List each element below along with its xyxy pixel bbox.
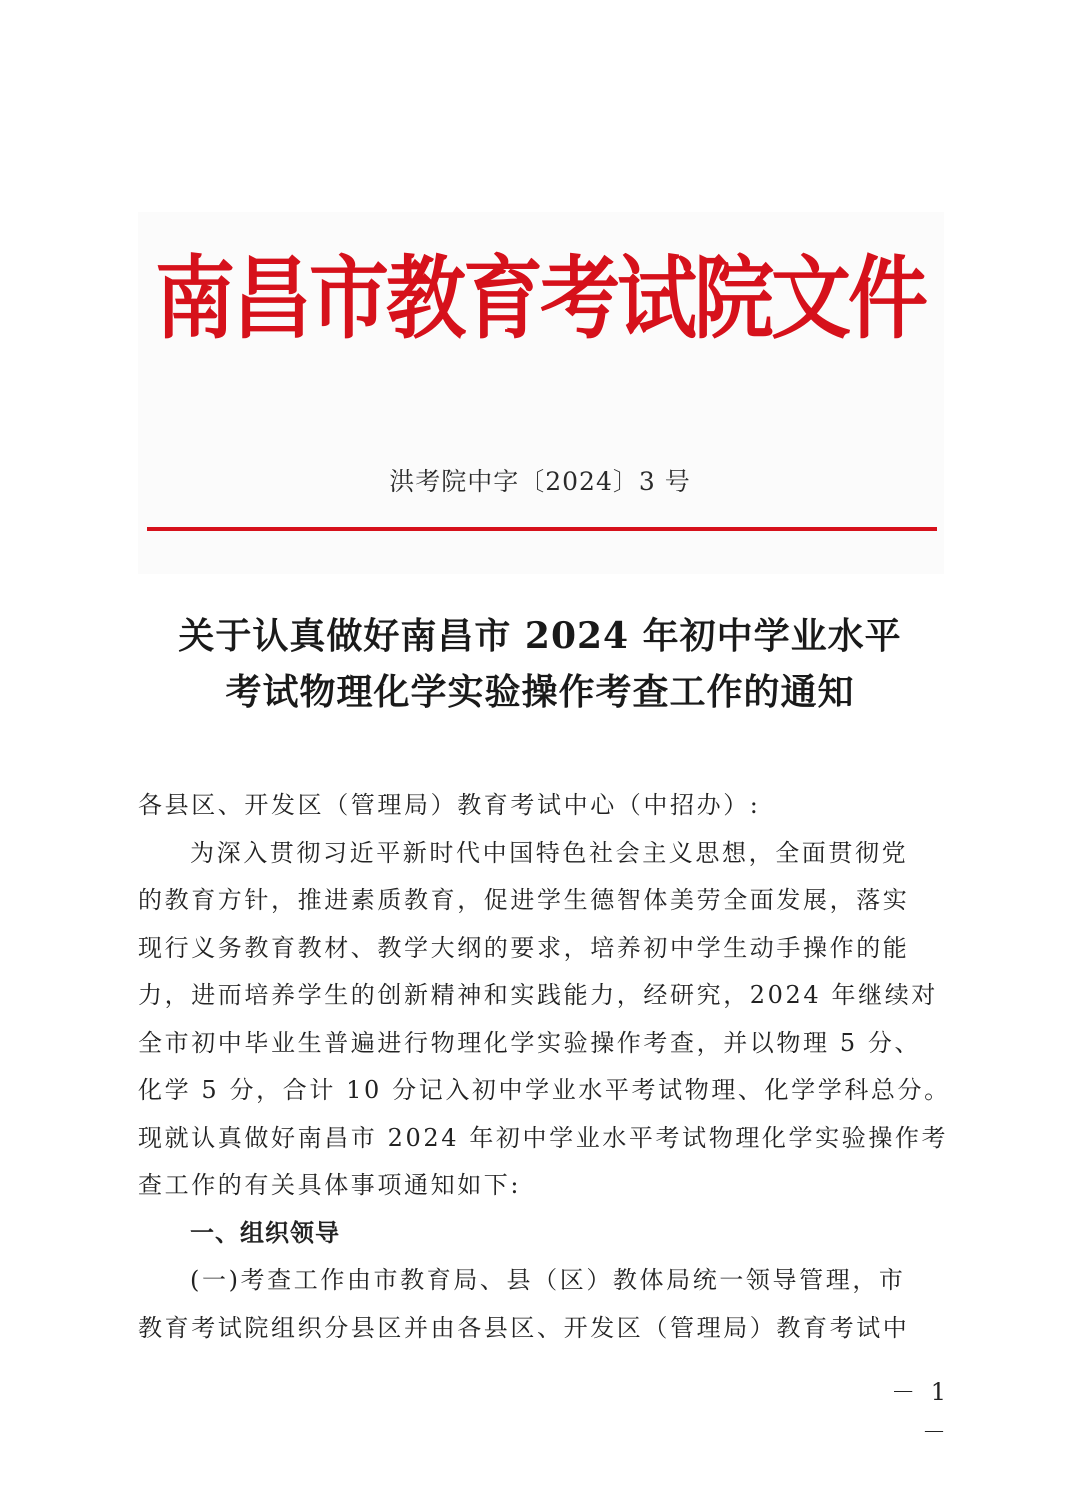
body-paragraph-line: 教育考试院组织分县区并由各县区、开发区（管理局）教育考试中 [138, 1313, 910, 1342]
body-paragraph-line: 查工作的有关具体事项通知如下: [138, 1171, 522, 1199]
notice-title-line: 关于认真做好南昌市 2024 年初中学业水平 [178, 615, 902, 657]
body-paragraph-line: 现就认真做好南昌市 2024 年初中学业水平考试物理化学实验操作考 [138, 1123, 949, 1152]
section-heading: 一、组织领导 [190, 1218, 340, 1247]
issuing-organization-title: 南昌市教育考试院文件 [155, 245, 925, 351]
page-number: － 1 － [891, 1378, 950, 1446]
document-number: 洪考院中字〔2024〕3 号 [389, 467, 691, 496]
body-paragraph-line: 力，进而培养学生的创新精神和实践能力，经研究，2024 年继续对 [138, 981, 938, 1009]
body-paragraph-line: (一)考查工作由市教育局、县（区）教体局统一领导管理，市 [190, 1266, 906, 1294]
body-paragraph-line: 化学 5 分，合计 10 分记入初中学业水平考试物理、化学学科总分。 [138, 1076, 951, 1104]
body-paragraph-line: 为深入贯彻习近平新时代中国特色社会主义思想，全面贯彻党 [190, 838, 909, 867]
salutation: 各县区、开发区（管理局）教育考试中心（中招办）: [138, 791, 761, 819]
notice-title [110, 608, 970, 720]
notice-title-line: 考试物理化学实验操作考查工作的通知 [225, 671, 855, 713]
red-separator-line [147, 527, 937, 531]
notice-body [138, 782, 951, 1352]
body-paragraph-line: 现行义务教育教材、教学大纲的要求，培养初中学生动手操作的能 [138, 933, 910, 962]
body-paragraph-line: 全市初中毕业生普遍进行物理化学实验操作考查，并以物理 5 分、 [138, 1028, 922, 1057]
body-paragraph-line: 的教育方针，推进素质教育，促进学生德智体美劳全面发展，落实 [138, 886, 910, 914]
